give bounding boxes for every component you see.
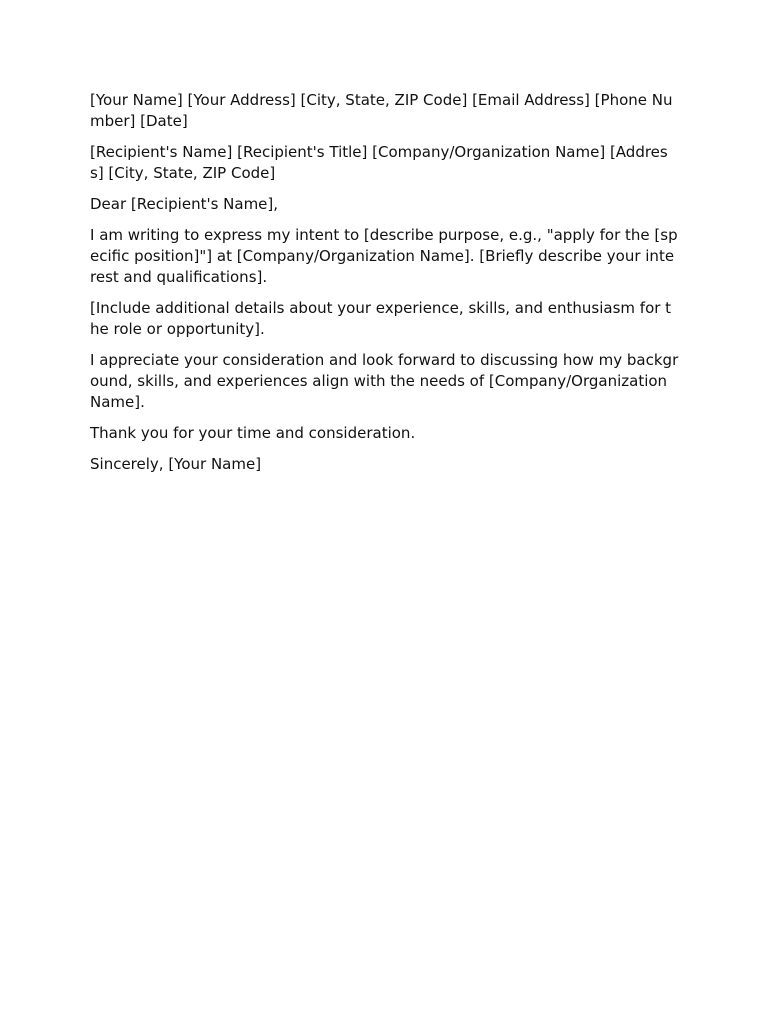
recipient-block: [Recipient's Name] [Recipient's Title] [Company/Organization Name] [Address] [City, State, ZIP Code] xyxy=(90,143,668,182)
intent-paragraph: I am writing to express my intent to [describe purpose, e.g., "apply for the [specific position]"] at [Company/Organization Name]. [Briefly describe your interest and qualifications]. xyxy=(90,226,678,286)
letter-body xyxy=(90,90,680,485)
sender-block: [Your Name] [Your Address] [City, State, ZIP Code] [Email Address] [Phone Number] [Date] xyxy=(90,91,673,130)
salutation: Dear [Recipient's Name], xyxy=(90,195,279,213)
appreciation-paragraph: I appreciate your consideration and look forward to discussing how my background, skills, and experiences align with the needs of [Company/Organization Name]. xyxy=(90,351,679,411)
thanks-line: Thank you for your time and consideration. xyxy=(90,424,416,442)
details-paragraph: [Include additional details about your experience, skills, and enthusiasm for the role or opportunity]. xyxy=(90,299,672,338)
closing-line: Sincerely, [Your Name] xyxy=(90,455,262,473)
